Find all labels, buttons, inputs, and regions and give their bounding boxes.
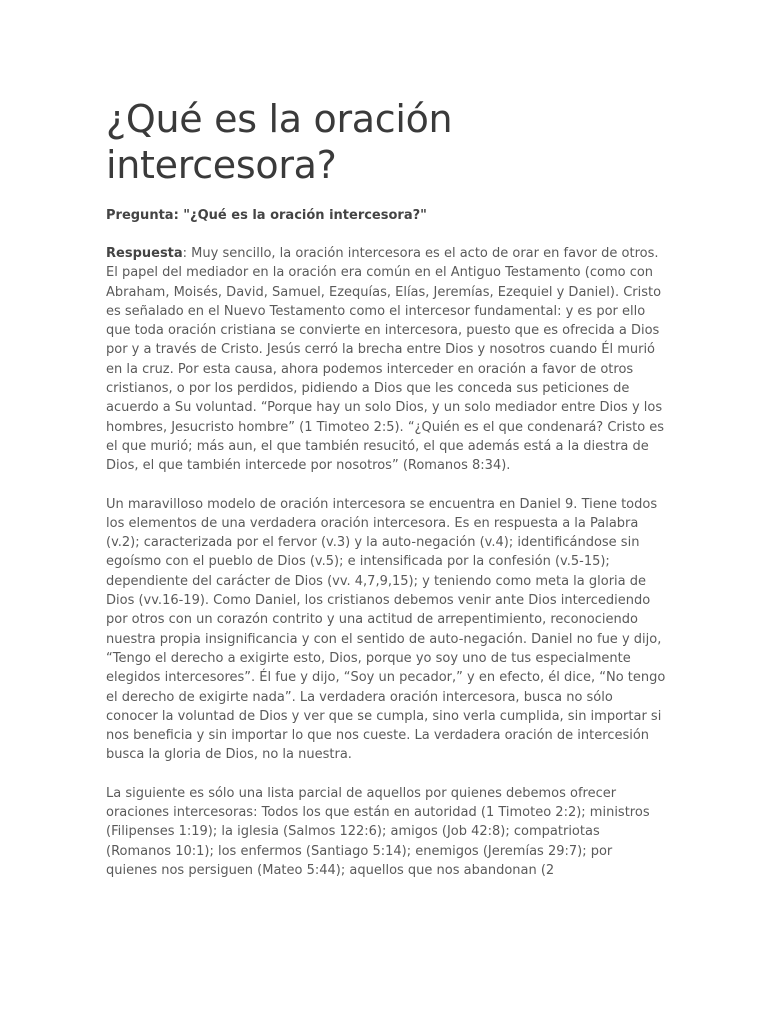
page-title: ¿Qué es la oración intercesora? xyxy=(106,97,453,187)
document-page xyxy=(106,96,666,880)
answer-paragraph xyxy=(106,244,666,476)
paragraph-daniel: Un maravilloso modelo de oración intercesora se encuentra en Daniel 9. Tiene todos los elementos de una verdadera oración intercesora. Es en respuesta a la Palabra (v.2); caracterizada por el fervor (v.3) y la auto-negación (v.4); identificándose sin egoísmo con el pueblo de Dios (v.5); e intensificada por la confesión (v.5-15); dependiente del carácter de Dios (vv. 4,7,9,15); y teniendo como meta la gloria de Dios (vv.16-19). Como Daniel, los cristianos debemos venir ante Dios intercediendo por otros con un corazón contrito y una actitud de arrepentimiento, reconociendo nuestra propia insignificancia y con el sentido de auto-negación. Daniel no fue y dijo, “Tengo el derecho a exigirte esto, Dios, porque yo soy uno de tus especialmente elegidos intercesores”. Él fue y dijo, “Soy un pecador,” y en efecto, él dice, “No tengo el derecho de exigirte nada”. La verdadera oración intercesora, busca no sólo conocer la voluntad de Dios y ver que se cumpla, sino verla cumplida, sin importar si nos beneficia y sin importar lo que nos cueste. La verdadera oración de intercesión busca la gloria de Dios, no la nuestra. xyxy=(106,496,666,763)
question-text: : "¿Qué es la oración intercesora?" xyxy=(173,208,427,223)
question-label: Pregunta xyxy=(106,208,174,223)
answer-text: : Muy sencillo, la oración intercesora es el acto de orar en favor de otros. El papel del mediador en la oración era común en el Antiguo Testamento (como con Abraham, Moisés, David, Samuel, Ezequías, Elías, Jeremías, Ezequiel y Daniel). Cristo es señalado en el Nuevo Testamento como el intercesor fundamental: y es por ello que toda oración cristiana se convierte en intercesora, puesto que es ofrecida a Dios por y a través de Cristo. Jesús cerró la brecha entre Dios y nosotros cuando Él murió en la cruz. Por esta causa, ahora podemos interceder en oración a favor de otros cristianos, o por los perdidos, pidiendo a Dios que les conceda sus peticiones de acuerdo a Su voluntad. “Porque hay un solo Dios, y un solo mediador entre Dios y los hombres, Jesucristo hombre” (1 Timoteo 2:5). “¿Quién es el que condenará? Cristo es el que murió; más aun, el que también resucitó, el que además está a la diestra de Dios, el que también intercede por nosotros” (Romanos 8:34). xyxy=(106,246,665,474)
question-line xyxy=(106,206,666,225)
answer-label: Respuesta xyxy=(106,246,183,261)
paragraph-list: La siguiente es sólo una lista parcial de aquellos por quienes debemos ofrecer oraciones intercesoras: Todos los que están en autoridad (1 Timoteo 2:2); ministros (Filipenses 1:19); la iglesia (Salmos 122:6); amigos (Job 42:8); compatriotas (Romanos 10:1); los enfermos (Santiago 5:14); enemigos (Jeremías 29:7); por quienes nos persiguen (Mateo 5:44); aquellos que nos abandonan (2 xyxy=(106,785,650,878)
